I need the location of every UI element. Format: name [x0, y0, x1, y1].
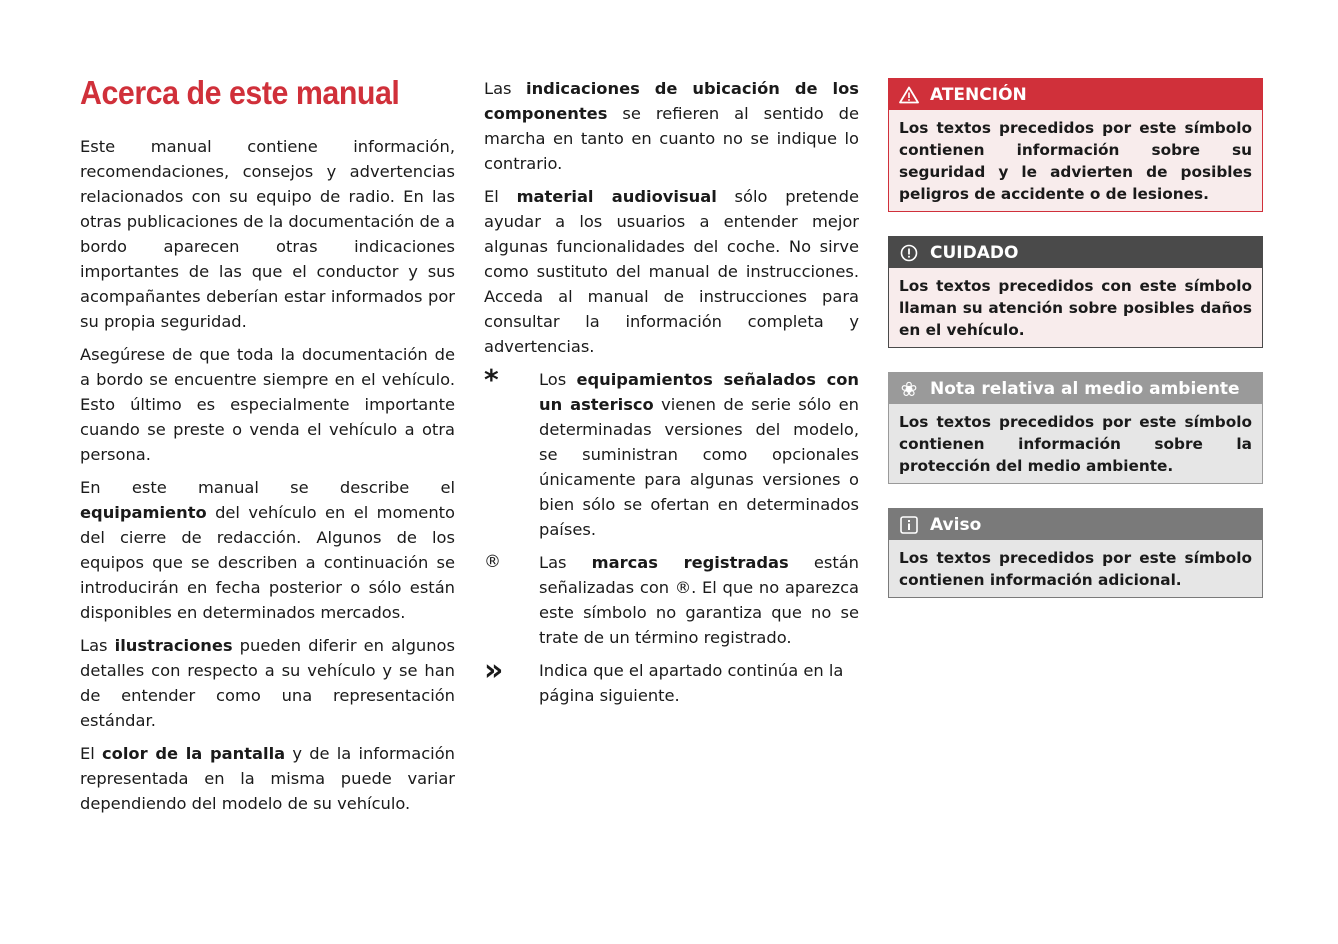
paragraph: Las indicaciones de ubicación de los componentes se refieren al sentido de marcha en tanto en cuanto no se indique lo contrario. — [484, 79, 859, 173]
box-text: Los textos precedidos por este símbolo contienen información adicional. — [889, 540, 1262, 597]
warning-triangle-icon — [898, 86, 920, 104]
paragraph: Asegúrese de que toda la documentación de a bordo se encuentre siempre en el vehículo. Esto último es especialmente importante cuando se preste o venda el vehículo a otra persona. — [80, 345, 455, 464]
info-icon — [898, 516, 920, 534]
box-title: ATENCIÓN — [930, 84, 1027, 105]
right-column — [888, 78, 1263, 622]
exclamation-circle-icon — [898, 244, 920, 262]
paragraph: Este manual contiene información, recomendaciones, consejos y advertencias relacionados con su equipo de radio. En las otras publicaciones de la documentación de a bordo aparecen otras indicaciones importantes de las que el conductor y sus acompañantes deberían estar informados por su propia seguridad. — [80, 137, 455, 331]
asterisk-icon: * — [484, 363, 499, 396]
symbol-item-continue: » Indica que el apartado continúa en la página siguiente. — [484, 658, 859, 708]
warning-box — [888, 78, 1263, 212]
registered-icon: ® — [484, 552, 501, 572]
note-box — [888, 508, 1263, 598]
middle-column — [484, 76, 859, 716]
paragraph: Las ilustraciones pueden diferir en algunos detalles con respecto a su vehículo y se han de entender como una representación estándar. — [80, 636, 455, 730]
box-text: Los textos precedidos por este símbolo contienen información sobre su seguridad y le advierten de posibles peligros de accidente o de lesiones. — [889, 110, 1262, 211]
left-column — [80, 76, 455, 824]
caution-box — [888, 236, 1263, 348]
box-title: Aviso — [930, 514, 982, 535]
page-title: Acerca de este manual — [80, 74, 400, 111]
box-title: Nota relativa al medio ambiente — [930, 378, 1240, 399]
box-text: Los textos precedidos por este símbolo contienen información sobre la protección del medio ambiente. — [889, 404, 1262, 483]
paragraph: El material audiovisual sólo pretende ayudar a los usuarios a entender mejor algunas funcionalidades del coche. No sirve como sustituto del manual de instrucciones. Acceda al manual de instrucciones para consultar la información completa y advertencias. — [484, 187, 859, 356]
box-text: Los textos precedidos con este símbolo llaman su atención sobre posibles daños en el vehículo. — [889, 268, 1262, 347]
symbol-item-asterisk: * Los equipamientos señalados con un asterisco vienen de serie sólo en determinadas versiones del modelo, se suministran como opcionales únicamente para algunas versiones o bien sólo se ofertan en determinados países. — [484, 367, 859, 542]
symbol-item-registered: ® Las marcas registradas están señalizadas con ®. El que no aparezca este símbolo no garantiza que no se trate de un término registrado. — [484, 550, 859, 650]
flower-icon: ❀ — [900, 376, 918, 401]
box-title: CUIDADO — [930, 242, 1019, 263]
double-chevron-icon: » — [484, 653, 504, 688]
paragraph: El color de la pantalla y de la información representada en la misma puede variar dependiendo del modelo de su vehículo. — [80, 744, 455, 813]
environment-box — [888, 372, 1263, 484]
paragraph: En este manual se describe el equipamiento del vehículo en el momento del cierre de redacción. Algunos de los equipos que se describen a continuación se introducirán en fecha posterior o sólo están disponibles en determinados mercados. — [80, 478, 455, 622]
